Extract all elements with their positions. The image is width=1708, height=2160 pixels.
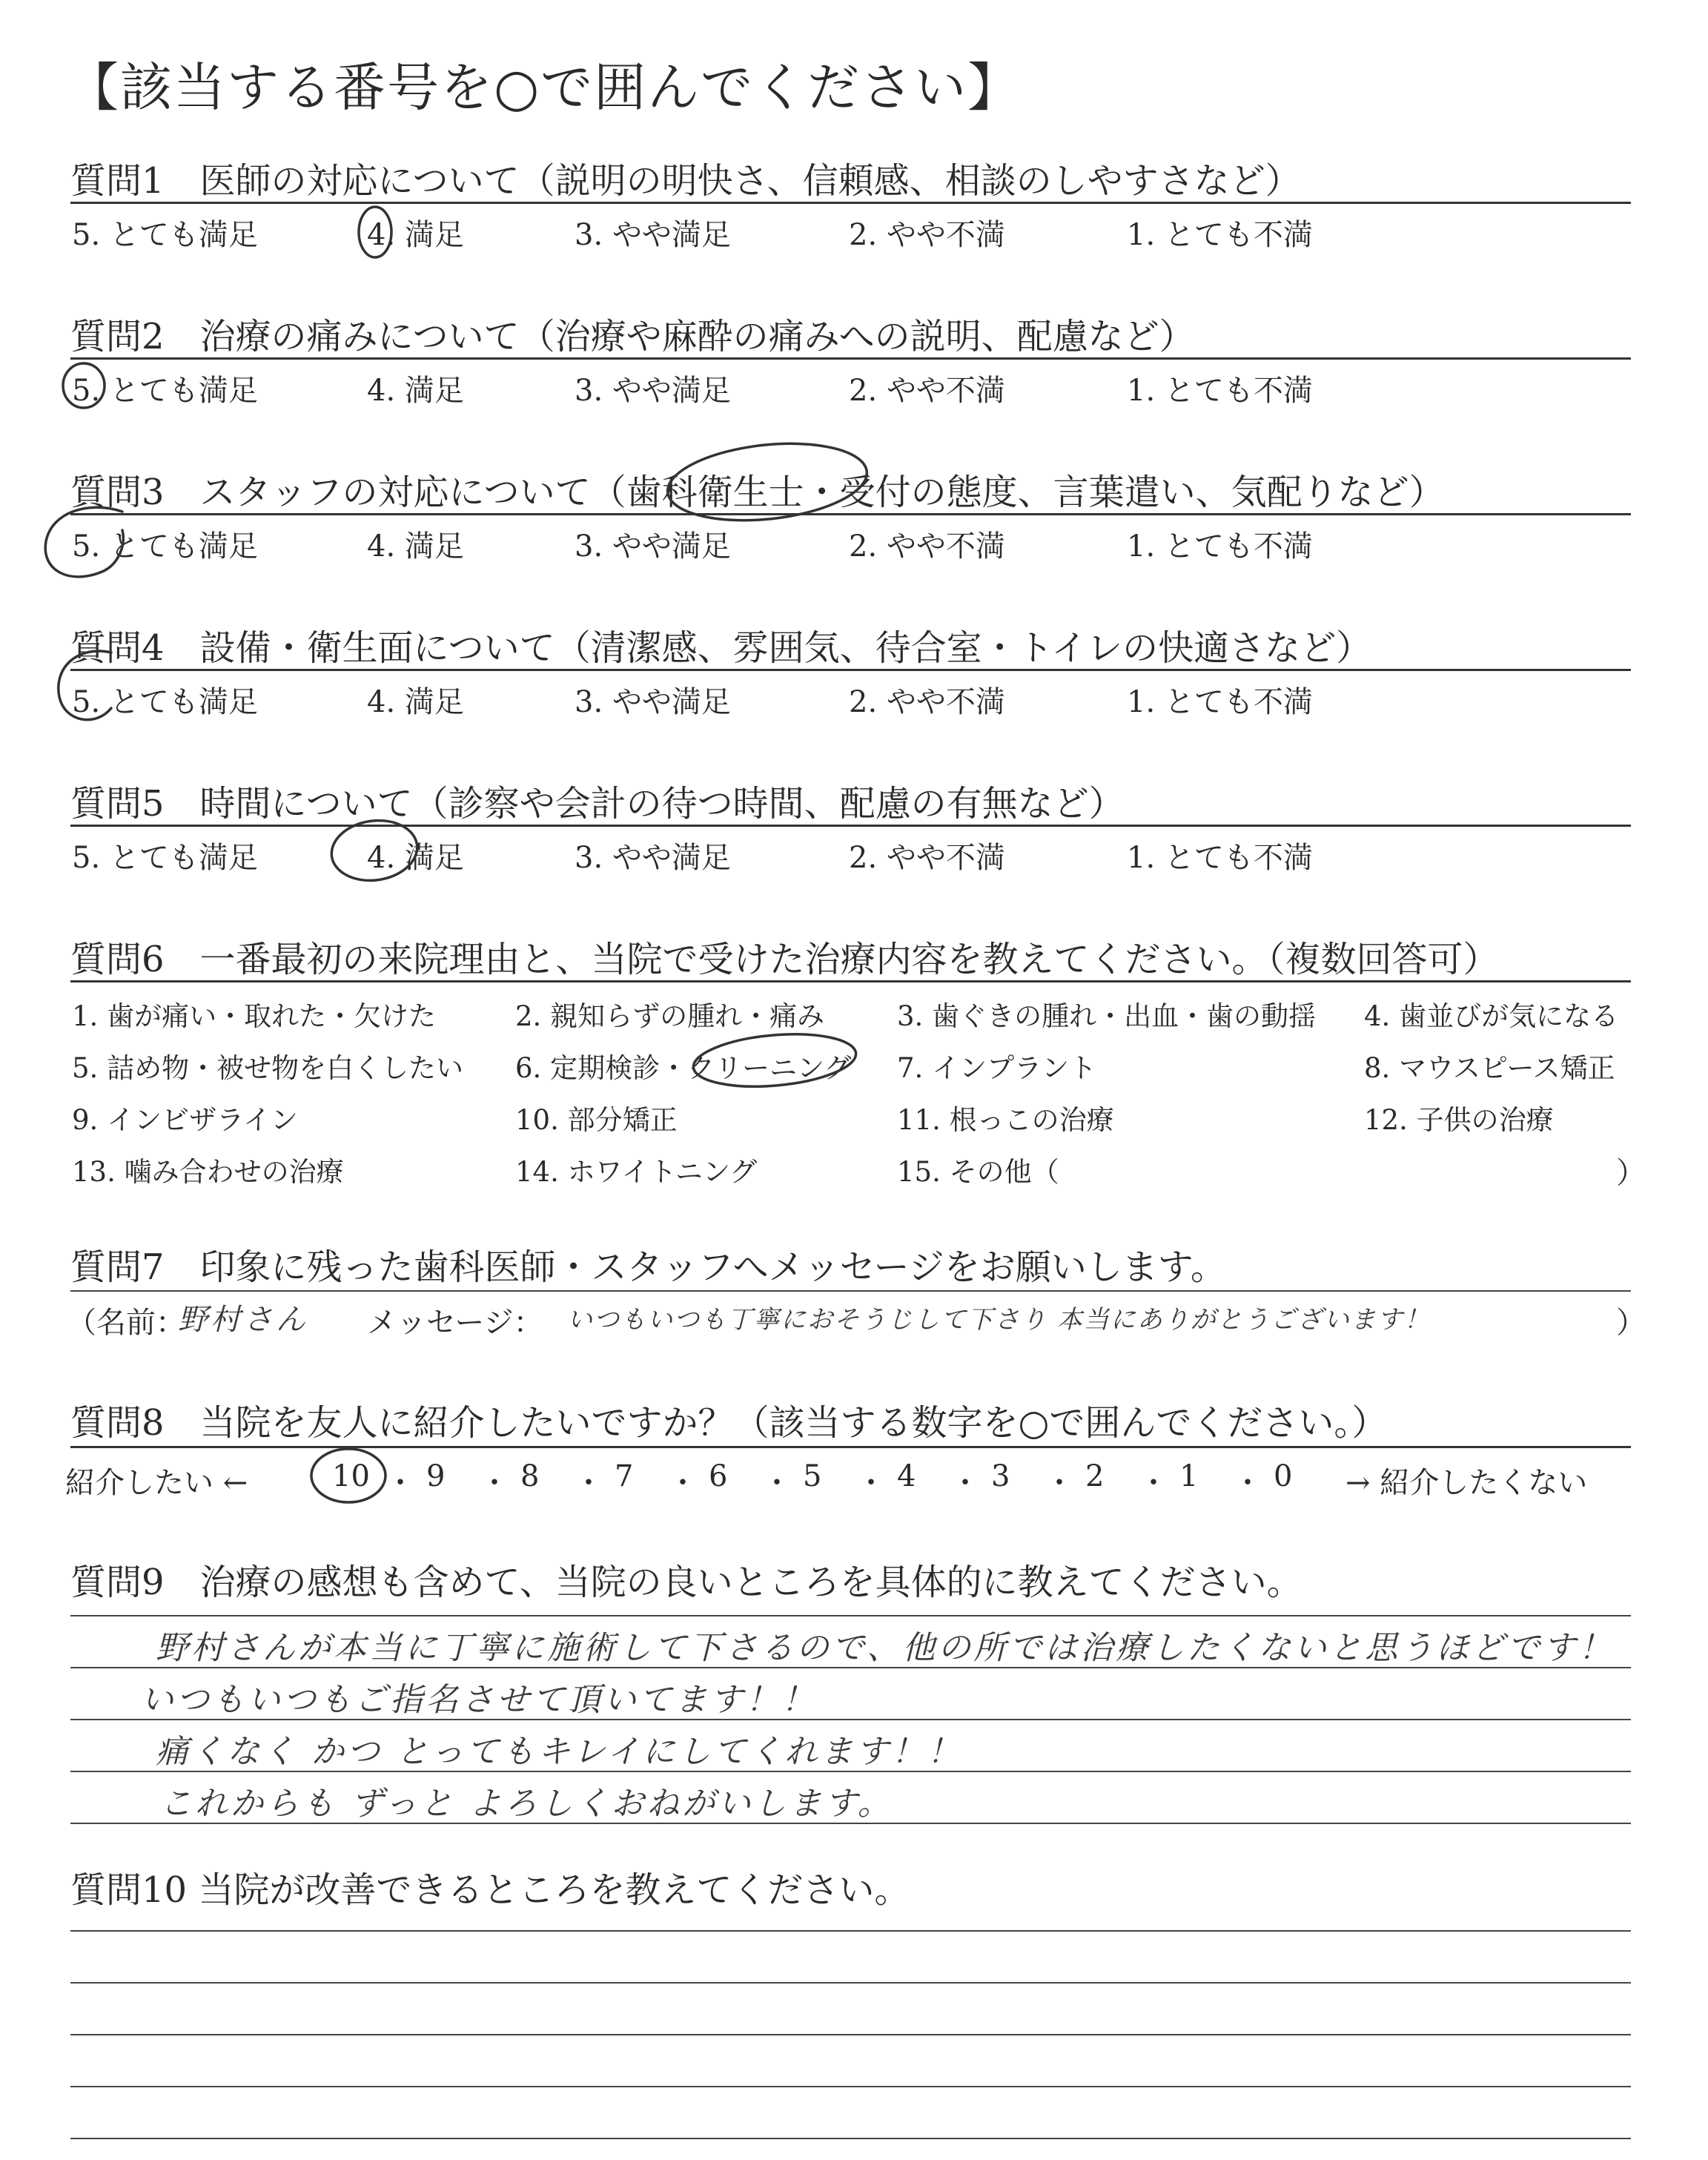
q6-option-13[interactable]: 13. 噛み合わせの治療: [72, 1156, 344, 1188]
q1-option-1[interactable]: 1. とても不満: [1127, 218, 1313, 252]
question-3-label: 質問3 スタッフの対応について（歯科衛生士・受付の態度、言葉遣い、気配りなど）: [70, 472, 1445, 513]
q2-option-4[interactable]: 4. 満足: [367, 374, 464, 408]
q7-name-prefix: （名前：: [67, 1306, 185, 1340]
q6-option-2[interactable]: 2. 親知らずの腫れ・痛み: [515, 1000, 825, 1032]
q8-score-3[interactable]: 3: [991, 1459, 1010, 1493]
q8-scale-separator: ・: [950, 1466, 980, 1500]
question-6-label: 質問6 一番最初の来院理由と、当院で受けた治療内容を教えてください。（複数回答可）: [70, 939, 1499, 980]
q8-left-label: 紹介したい ←: [65, 1466, 248, 1500]
answer-line[interactable]: [70, 2086, 1631, 2087]
q5-option-5[interactable]: 5. とても満足: [72, 841, 258, 875]
question-2-label: 質問2 治療の痛みについて（治療や麻酔の痛みへの説明、配慮など）: [70, 316, 1195, 357]
answer-line: [70, 1615, 1631, 1616]
q2-option-1[interactable]: 1. とても不満: [1127, 374, 1313, 408]
q6-option-8[interactable]: 8. マウスピース矯正: [1364, 1052, 1615, 1084]
q8-score-6[interactable]: 6: [709, 1459, 728, 1493]
answer-line[interactable]: [70, 2138, 1631, 2139]
q6-option-14[interactable]: 14. ホワイトニング: [515, 1156, 758, 1188]
divider: [70, 357, 1631, 360]
q2-option-5[interactable]: 5. とても満足: [72, 374, 258, 408]
q6-option-6[interactable]: 6. 定期検診・クリーニング: [515, 1052, 852, 1084]
divider: [70, 1290, 1631, 1292]
q9-answer-line-4[interactable]: これからも ずっと よろしくおねがいします。: [159, 1785, 893, 1823]
q8-scale-separator: ・: [856, 1466, 886, 1500]
q6-option-7[interactable]: 7. インプラント: [897, 1052, 1097, 1084]
q4-option-3[interactable]: 3. やや満足: [575, 685, 731, 719]
question-8-label: 質問8 当院を友人に紹介したいですか？（該当する数字を○で囲んでください。）: [70, 1402, 1388, 1444]
q3-option-3[interactable]: 3. やや満足: [575, 529, 731, 564]
q6-option-12[interactable]: 12. 子供の治療: [1364, 1104, 1554, 1136]
q6-other-close: ）: [1616, 1156, 1646, 1190]
question-7-label: 質問7 印象に残った歯科医師・スタッフへメッセージをお願いします。: [70, 1246, 1226, 1288]
q6-option-1[interactable]: 1. 歯が痛い・取れた・欠けた: [72, 1000, 437, 1032]
q2-option-2[interactable]: 2. やや不満: [849, 374, 1005, 408]
divider: [70, 980, 1631, 982]
q8-score-7[interactable]: 7: [615, 1459, 634, 1493]
q8-score-10[interactable]: 10: [332, 1459, 370, 1493]
q8-score-5[interactable]: 5: [803, 1459, 822, 1493]
q8-score-2[interactable]: 2: [1085, 1459, 1105, 1493]
q5-option-4[interactable]: 4. 満足: [367, 841, 464, 875]
q8-scale-separator: ・: [668, 1466, 698, 1500]
page-title: 【該当する番号を○で囲んでください】: [67, 57, 1022, 118]
q6-option-4[interactable]: 4. 歯並びが気になる: [1364, 1000, 1619, 1032]
divider: [70, 1446, 1631, 1448]
q8-score-1[interactable]: 1: [1179, 1459, 1199, 1493]
divider: [70, 669, 1631, 671]
q1-option-3[interactable]: 3. やや満足: [575, 218, 731, 252]
q7-message-prefix: メッセージ：: [367, 1306, 543, 1340]
question-1-label: 質問1 医師の対応について（説明の明快さ、信頼感、相談のしやすさなど）: [70, 160, 1301, 202]
q8-scale-separator: ・: [480, 1466, 509, 1500]
q8-scale-separator: ・: [762, 1466, 792, 1500]
q2-option-3[interactable]: 3. やや満足: [575, 374, 731, 408]
q8-scale-separator: ・: [1233, 1466, 1262, 1500]
q1-option-2[interactable]: 2. やや不満: [849, 218, 1005, 252]
q5-option-2[interactable]: 2. やや不満: [849, 841, 1005, 875]
q5-option-1[interactable]: 1. とても不満: [1127, 841, 1313, 875]
q1-option-4[interactable]: 4. 満足: [367, 218, 464, 252]
divider: [70, 825, 1631, 827]
q4-option-1[interactable]: 1. とても不満: [1127, 685, 1313, 719]
q8-scale-separator: ・: [1139, 1466, 1168, 1500]
q9-answer-line-1[interactable]: 野村さんが本当に丁寧に施術して下さるので、他の所では治療したくないと思うほどです！: [156, 1629, 1615, 1667]
answer-line[interactable]: [70, 1930, 1631, 1932]
q6-option-9[interactable]: 9. インビザライン: [72, 1104, 298, 1136]
q9-answer-line-3[interactable]: 痛くなく かつ とってもキレイにしてくれます！！: [156, 1733, 963, 1771]
divider: [70, 513, 1631, 515]
answer-line[interactable]: [70, 1982, 1631, 1984]
q8-score-4[interactable]: 4: [897, 1459, 916, 1493]
q4-option-4[interactable]: 4. 満足: [367, 685, 464, 719]
q6-option-5[interactable]: 5. 詰め物・被せ物を白くしたい: [72, 1052, 464, 1084]
q8-score-0[interactable]: 0: [1274, 1459, 1293, 1493]
q8-score-9[interactable]: 9: [426, 1459, 446, 1493]
question-4-label: 質問4 設備・衛生面について（清潔感、雰囲気、待合室・トイレの快適さなど）: [70, 627, 1372, 669]
q1-option-5[interactable]: 5. とても満足: [72, 218, 258, 252]
q8-scale-separator: ・: [1045, 1466, 1074, 1500]
q4-option-2[interactable]: 2. やや不満: [849, 685, 1005, 719]
question-5-label: 質問5 時間について（診察や会計の待つ時間、配慮の有無など）: [70, 783, 1125, 825]
q7-close: ）: [1616, 1306, 1646, 1340]
q8-score-8[interactable]: 8: [520, 1459, 540, 1493]
q3-option-2[interactable]: 2. やや不満: [849, 529, 1005, 564]
answer-line[interactable]: [70, 2034, 1631, 2035]
q6-option-11[interactable]: 11. 根っこの治療: [897, 1104, 1114, 1136]
q7-message-value[interactable]: いつもいつも丁寧におそうじして下さり 本当にありがとうございます！: [567, 1305, 1431, 1335]
divider: [70, 202, 1631, 204]
q9-answer-line-2[interactable]: いつもいつもご指名させて頂いてます！！: [141, 1681, 817, 1719]
q3-option-1[interactable]: 1. とても不満: [1127, 529, 1313, 564]
question-10-label: 質問10 当院が改善できるところを教えてください。: [70, 1869, 910, 1911]
q8-scale-separator: ・: [574, 1466, 603, 1500]
q6-option-15[interactable]: 15. その他（: [897, 1156, 1059, 1188]
q4-option-5[interactable]: 5. とても満足: [72, 685, 258, 719]
q5-option-3[interactable]: 3. やや満足: [575, 841, 731, 875]
q6-option-3[interactable]: 3. 歯ぐきの腫れ・出血・歯の動揺: [897, 1000, 1317, 1032]
question-9-label: 質問9 治療の感想も含めて、当院の良いところを具体的に教えてください。: [70, 1562, 1302, 1603]
q3-option-4[interactable]: 4. 満足: [367, 529, 464, 564]
q6-option-10[interactable]: 10. 部分矯正: [515, 1104, 678, 1136]
q8-scale-separator: ・: [385, 1466, 415, 1500]
q8-right-label: → 紹介したくない: [1345, 1466, 1588, 1500]
q3-option-5[interactable]: 5. とても満足: [72, 529, 258, 564]
q7-name-value[interactable]: 野村さん: [178, 1303, 308, 1337]
